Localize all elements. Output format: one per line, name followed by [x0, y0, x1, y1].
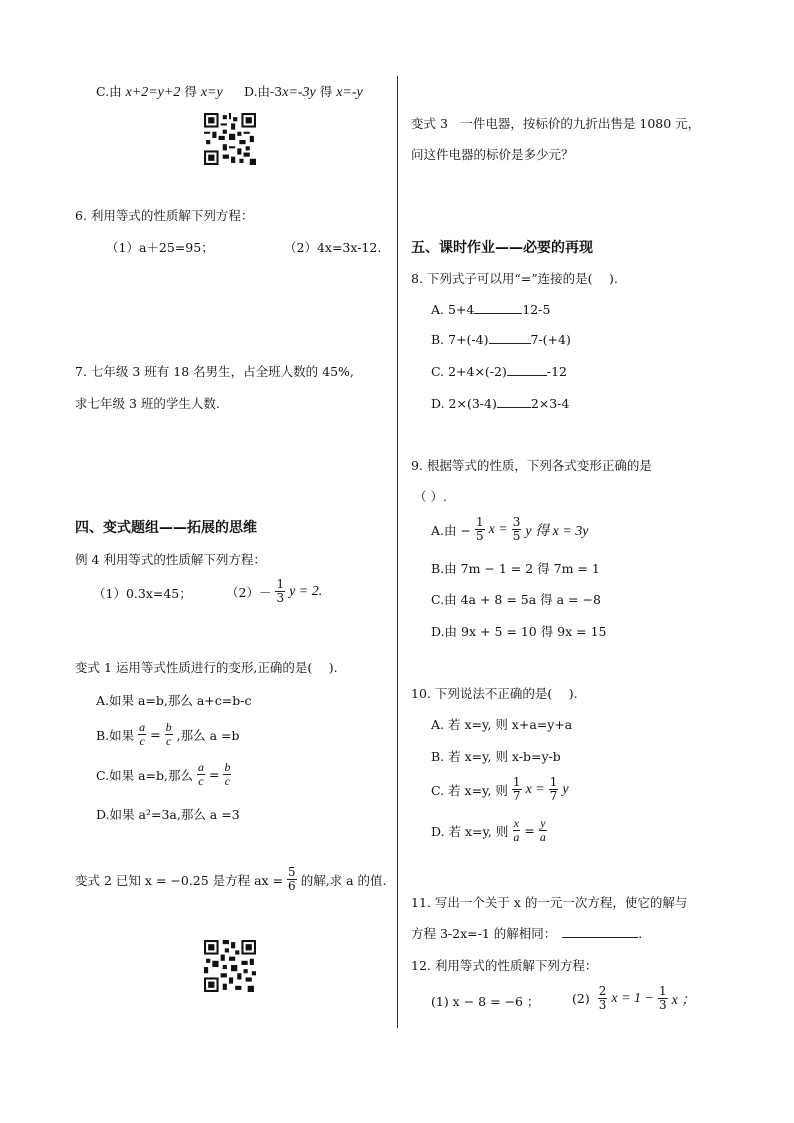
- variant1-text: 变式 1 运用等式性质进行的变形,正确的是( ).: [75, 660, 338, 675]
- q8-option-c: C. 2+4×(-2) -12: [431, 364, 567, 379]
- variant3-line1: 变式 3 一件电器，按标价的九折出售是 1080 元，: [411, 116, 701, 131]
- example4-part1: （1）0.3x=45；: [93, 586, 192, 601]
- section4-heading: 四、变式题组——拓展的思维: [75, 520, 257, 536]
- variant1-option-a: A.如果 a=b,那么 a+c=b-c: [96, 693, 252, 708]
- section5-heading: 五、课时作业——必要的再现: [411, 240, 593, 256]
- q5-option-d: D.由-3x=-3y 得 x=-y: [244, 84, 363, 100]
- q9-option-d: D.由 9x + 5 = 10 得 9x = 15: [431, 624, 607, 639]
- q8-option-b: B. 7+(-4) 7-(+4): [431, 332, 571, 347]
- q10-text: 10. 下列说法不正确的是( ).: [411, 686, 578, 701]
- q12-text: 12. 利用等式的性质解下列方程：: [411, 958, 598, 973]
- variant2-text: 变式 2 已知 x = −0.25 是方程 ax = $\frac{5}{6}$ 的解,求 a 的值.: [75, 865, 387, 894]
- q6-part1: （1）a＋25=95；: [106, 240, 214, 255]
- q10-option-a: A. 若 x=y, 则 x+a=y+a: [431, 717, 573, 732]
- variant3-line2: 问这件电器的标价是多少元？: [411, 147, 574, 162]
- qr-code-icon: [204, 940, 256, 992]
- q12-part1: (1) x − 8 = −6 ；: [431, 994, 540, 1009]
- q11-line2: 方程 3-2x=-1 的解相同： .: [411, 926, 643, 941]
- q8-option-d: D. 2×(3-4) 2×3-4: [431, 396, 570, 411]
- q7-line2: 求七年级 3 班的学生人数.: [75, 396, 220, 411]
- q6-text: 6. 利用等式的性质解下列方程：: [75, 208, 254, 223]
- q10-option-d: D. 若 x=y, 则 $\frac{x}{a}$ = $\frac{y}{a}$: [431, 816, 546, 845]
- q8-text: 8. 下列式子可以用“=”连接的是( ).: [411, 271, 618, 286]
- q9-option-b: B.由 7m − 1 = 2 得 7m = 1: [431, 561, 600, 576]
- fraction: $\frac{1}{3}$: [276, 577, 285, 606]
- q9-option-a: A.由 − $\frac{1}{5}$ x = $\frac{3}{5}$ y 得 x = 3y: [431, 515, 589, 544]
- q10-option-b: B. 若 x=y, 则 x-b=y-b: [431, 749, 561, 764]
- q11-line1: 11. 写出一个关于 x 的一元一次方程，使它的解与: [411, 895, 688, 910]
- variant1-option-d: D.如果 a²=3a,那么 a =3: [96, 807, 240, 822]
- qr-code-icon: [204, 113, 256, 165]
- q7-line1: 7. 七年级 3 班有 18 名男生，占全班人数的 45%,: [75, 364, 354, 379]
- q9-line2: （ ）.: [414, 489, 447, 504]
- q5-option-c: C.由 x+2=y+2 得 x=y: [96, 84, 223, 100]
- q10-option-c: C. 若 x=y, 则 $\frac{1}{7}$ x = $\frac{1}{7}$ y: [431, 775, 569, 804]
- example4-text: 例 4 利用等式的性质解下列方程：: [75, 552, 266, 567]
- q6-part2: （2）4x=3x-12.: [284, 240, 382, 255]
- q12-part2: (2) $\frac{2}{3}$ x = 1 − $\frac{1}{3}$ x ；: [572, 984, 696, 1013]
- variant1-option-b: B.如果 $\frac{a}{c}$ = $\frac{b}{c}$ ,那么 a =b: [96, 720, 240, 749]
- q9-line1: 9. 根据等式的性质，下列各式变形正确的是: [411, 458, 652, 473]
- q9-option-c: C.由 4a + 8 = 5a 得 a = −8: [431, 592, 601, 607]
- q8-option-a: A. 5+4 12-5: [431, 302, 551, 317]
- variant1-option-c: C.如果 a=b,那么 $\frac{a}{c}$ = $\frac{b}{c}$: [96, 760, 231, 789]
- example4-part2: （2）－ $\frac{1}{3}$ y = 2.: [226, 577, 323, 606]
- column-divider: [397, 76, 398, 1028]
